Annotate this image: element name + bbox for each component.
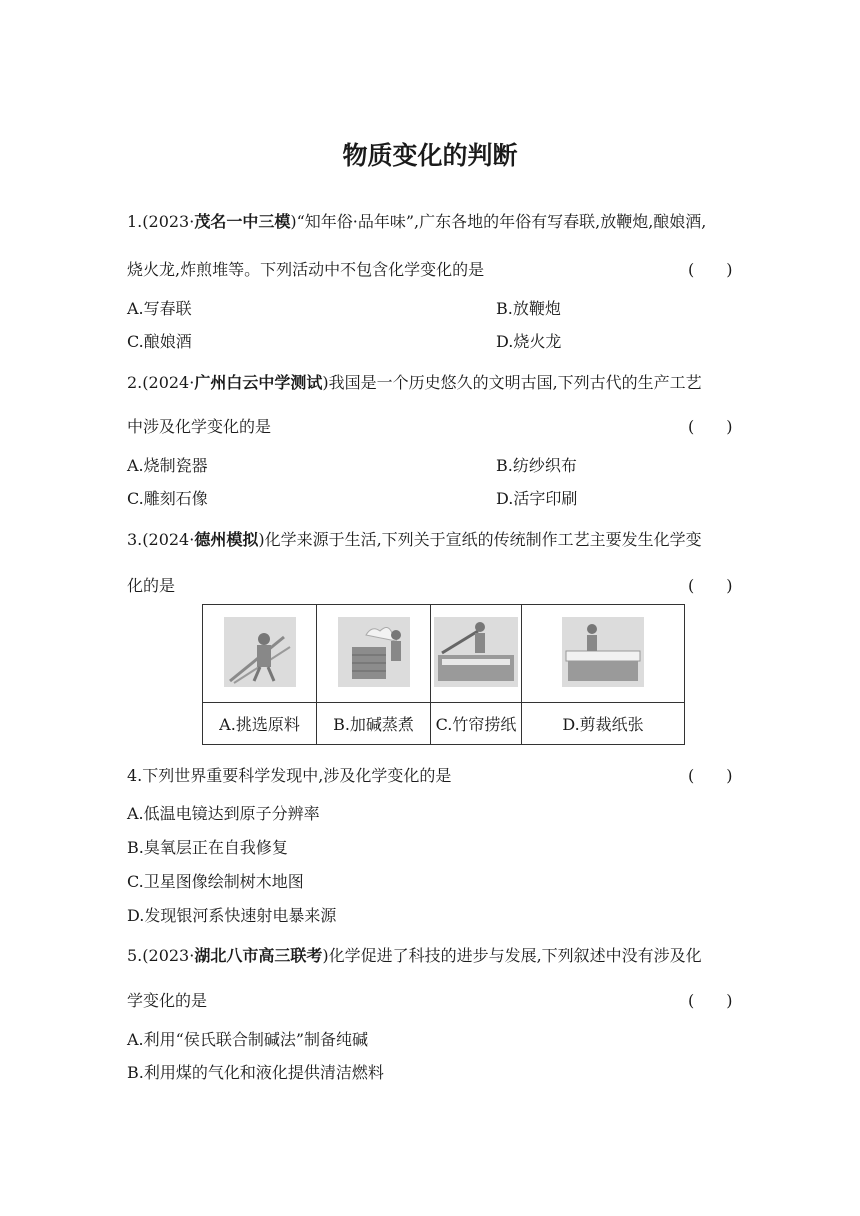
- option: A.烧制瓷器: [127, 456, 208, 475]
- image-cell: [431, 605, 522, 703]
- question-2-stem: 2.(2024·广州白云中学测试)我国是一个历史悠久的文明古国,下列古代的生产工艺: [127, 373, 702, 392]
- cut-paper-illustration: [562, 617, 644, 687]
- question-1-stem-cont: 烧火龙,炸煎堆等。下列活动中不包含化学变化的是: [127, 260, 485, 279]
- question-2-stem-cont: 中涉及化学变化的是: [127, 417, 272, 436]
- option: B.臭氧层正在自我修复: [127, 838, 288, 857]
- question-5-stem-cont: 学变化的是: [127, 991, 208, 1010]
- option: D.烧火龙: [496, 332, 562, 351]
- papermaking-table: [202, 604, 685, 745]
- bamboo-screen-illustration: [434, 617, 518, 687]
- image-cell: [203, 605, 317, 703]
- option: A.写春联: [127, 299, 192, 318]
- image-cell: [317, 605, 431, 703]
- option: B.放鞭炮: [496, 299, 561, 318]
- option: B.纺纱织布: [496, 456, 577, 475]
- question-source: 茂名一中三模: [194, 212, 291, 231]
- option: D.活字印刷: [496, 489, 578, 508]
- question-3-stem: 3.(2024·德州模拟)化学来源于生活,下列关于宣纸的传统制作工艺主要发生化学变: [127, 530, 702, 549]
- answer-blank: ( ): [688, 260, 733, 279]
- answer-blank: ( ): [688, 576, 733, 595]
- question-4-stem: 4.下列世界重要科学发现中,涉及化学变化的是: [127, 766, 452, 785]
- select-materials-illustration: [224, 617, 296, 687]
- option: D.剪裁纸张: [522, 703, 685, 745]
- answer-blank: ( ): [688, 417, 733, 436]
- page-title: 物质变化的判断: [342, 141, 518, 170]
- option: C.雕刻石像: [127, 489, 208, 508]
- option: B.加碱蒸煮: [317, 703, 431, 745]
- option: D.发现银河系快速射电暴来源: [127, 906, 337, 925]
- option: A.挑选原料: [203, 703, 317, 745]
- boil-with-alkali-illustration: [338, 617, 410, 687]
- answer-blank: ( ): [688, 766, 733, 785]
- question-5-stem: 5.(2023·湖北八市高三联考)化学促进了科技的进步与发展,下列叙述中没有涉及化: [127, 946, 702, 965]
- option: B.利用煤的气化和液化提供清洁燃料: [127, 1063, 384, 1082]
- question-source: 湖北八市高三联考: [194, 946, 323, 965]
- question-source: 广州白云中学测试: [194, 373, 323, 392]
- image-cell: [522, 605, 685, 703]
- option: A.低温电镜达到原子分辨率: [127, 804, 320, 823]
- question-source: 德州模拟: [194, 530, 259, 549]
- option: C.竹帘捞纸: [431, 703, 522, 745]
- question-1-stem: 1.(2023·茂名一中三模)“知年俗·品年味”,广东各地的年俗有写春联,放鞭炮,酿娘酒,: [127, 212, 707, 231]
- question-3-stem-cont: 化的是: [127, 576, 176, 595]
- answer-blank: ( ): [688, 991, 733, 1010]
- option: C.酿娘酒: [127, 332, 192, 351]
- option: C.卫星图像绘制树木地图: [127, 872, 304, 891]
- option: A.利用“侯氏联合制碱法”制备纯碱: [127, 1030, 369, 1049]
